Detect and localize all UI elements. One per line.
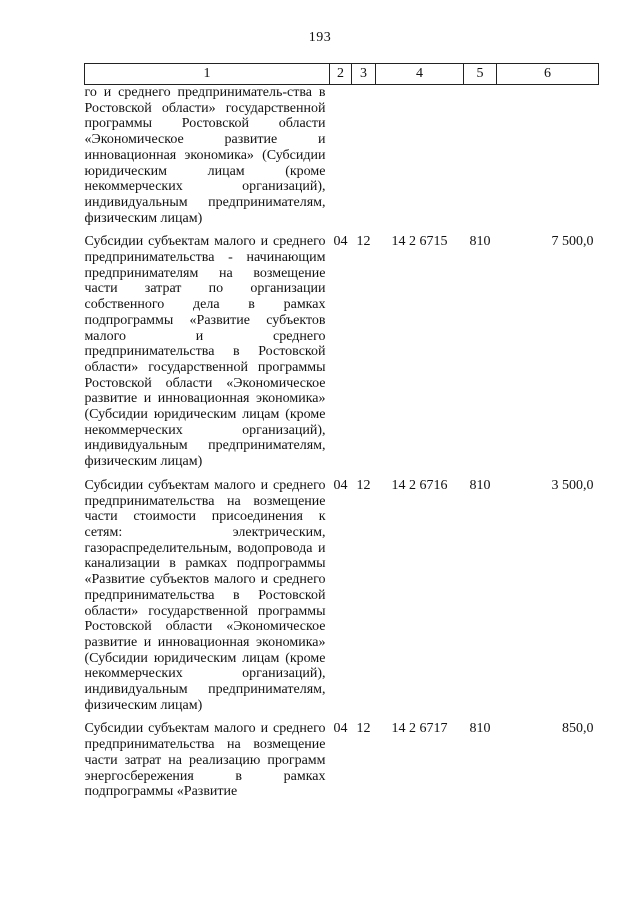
row-target-article: 14 2 6716 bbox=[391, 477, 448, 493]
row-subsection: 12 bbox=[356, 234, 371, 250]
header-col-3: 3 bbox=[352, 64, 376, 85]
row-amount: 3 500,0 bbox=[551, 477, 594, 493]
row-description: Субсидии субъектам малого и среднего предпринимательства на возмещение части стоимости присоединения к сетям: электрическим, газораспределительным, водопровода и канализации в рамках подпрограммы «Развитие субъектов малого и среднего предпринимательства в Ростовской области» государственной программы Ростовской области «Экономическое развитие и инновационная экономика» (Субсидии юридическим лицам (кроме некоммерческих организаций), индивидуальным предпринимателям, физическим лицам) bbox=[84, 477, 326, 713]
row-description: Субсидии субъектам малого и среднего предпринимательства - начинающим предпринимателям на возмещение части затрат по организации собственного дела в рамках подпрограммы «Развитие субъектов малого и среднего предпринимательства в Ростовской области» государственной программы Ростовской области «Экономическое развитие и инновационная экономика» (Субсидии юридическим лицам (кроме некоммерческих организаций), индивидуальным предпринимателям, физическим лицам) bbox=[84, 234, 326, 470]
row-description: Субсидии субъектам малого и среднего предпринимательства на возмещение части затрат на реализацию программ энергосбережения в рамках подпрограммы «Развитие bbox=[84, 721, 326, 800]
table-row bbox=[85, 721, 599, 808]
row-section bbox=[330, 85, 352, 235]
row-amount: 850,0 bbox=[562, 721, 594, 737]
budget-table bbox=[84, 63, 599, 808]
row-subsection: 12 bbox=[356, 477, 371, 493]
row-section: 04 bbox=[333, 477, 348, 493]
row-expense-type: 810 bbox=[469, 234, 491, 250]
row-section: 04 bbox=[333, 234, 348, 250]
header-row bbox=[85, 64, 599, 85]
row-section: 04 bbox=[333, 721, 348, 737]
row-target-article: 14 2 6715 bbox=[391, 234, 448, 250]
table-row bbox=[85, 234, 599, 478]
row-target-article bbox=[376, 85, 464, 235]
header-col-2: 2 bbox=[330, 64, 352, 85]
header-col-1: 1 bbox=[85, 64, 330, 85]
row-subsection: 12 bbox=[356, 721, 371, 737]
header-col-4: 4 bbox=[376, 64, 464, 85]
row-subsection bbox=[352, 85, 376, 235]
header-col-6: 6 bbox=[497, 64, 599, 85]
row-target-article: 14 2 6717 bbox=[391, 721, 448, 737]
table-row bbox=[85, 478, 599, 722]
table-body bbox=[85, 85, 599, 808]
row-expense-type: 810 bbox=[469, 721, 491, 737]
row-description: го и среднего предприниматель-ства в Ростовской области» государственной программы Ростовской области «Экономическое развитие и инновационная экономика» (Субсидии юридическим лицам (кроме некоммерческих организаций), индивидуальным предпринимателям, физическим лицам) bbox=[84, 85, 326, 226]
row-expense-type: 810 bbox=[469, 477, 491, 493]
header-col-5: 5 bbox=[464, 64, 497, 85]
row-expense-type bbox=[464, 85, 497, 235]
table-row bbox=[85, 85, 599, 235]
row-amount: 7 500,0 bbox=[551, 234, 594, 250]
row-amount bbox=[497, 85, 599, 235]
table-header bbox=[85, 64, 599, 85]
page-number: 193 bbox=[308, 30, 332, 45]
